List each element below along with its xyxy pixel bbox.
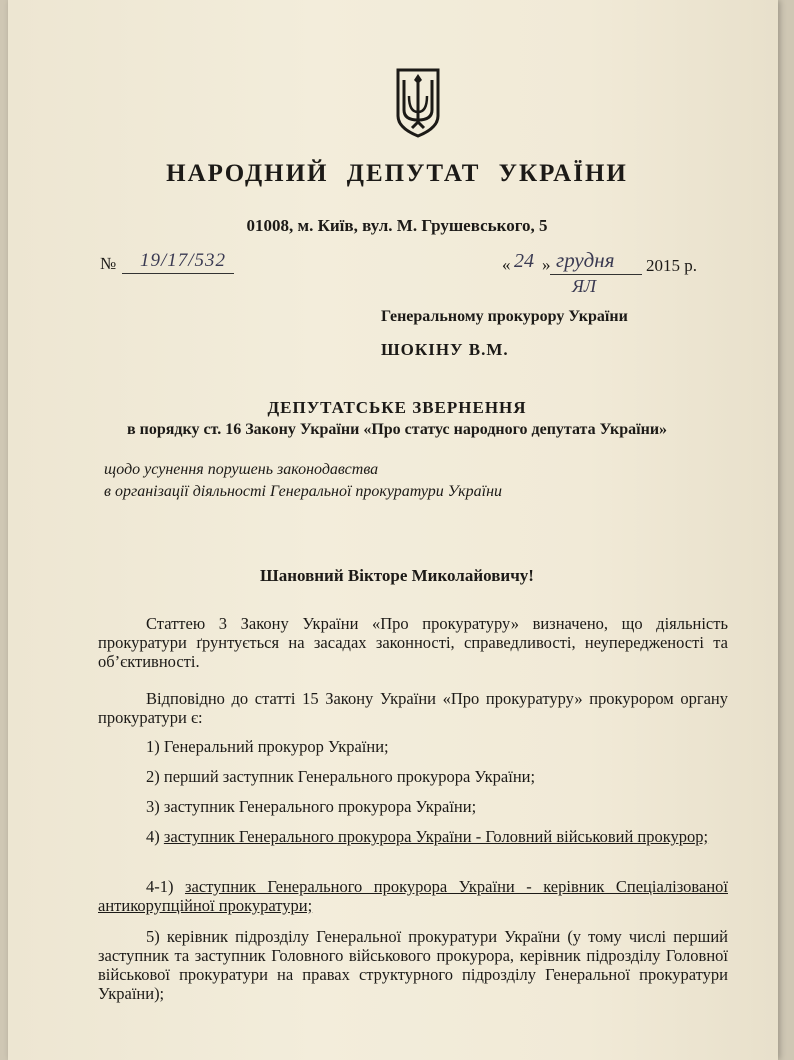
document-subject-line-1: щодо усунення порушень законодавства bbox=[104, 461, 379, 478]
list-item bbox=[98, 737, 728, 756]
recipient-name: ШОКІНУ В.М. bbox=[381, 340, 509, 359]
list-item-text: перший заступник Генерального прокурора України; bbox=[163, 767, 536, 786]
list-item-number: 1) bbox=[146, 737, 160, 756]
date-year: 2015 р. bbox=[646, 256, 697, 275]
date-month-handwritten: грудня bbox=[556, 248, 615, 272]
list-item bbox=[98, 827, 728, 846]
date-open-quote: « bbox=[502, 255, 511, 274]
trident-emblem-icon bbox=[394, 66, 442, 138]
list-item-number: 4) bbox=[146, 827, 160, 846]
recipient-position: Генеральному прокурору України bbox=[381, 308, 628, 325]
header-title: НАРОДНИЙ ДЕПУТАТ УКРАЇНИ bbox=[166, 160, 628, 187]
list-item-number: 3) bbox=[146, 797, 160, 816]
list-item-text-underlined: заступник Генерального прокурора України - керівник Спеціалізованої антикорупційної прокуратури; bbox=[98, 877, 728, 915]
date-day-handwritten: 24 bbox=[514, 250, 534, 272]
registration-number-line bbox=[122, 273, 234, 274]
document-subtitle: в порядку ст. 16 Закону України «Про статус народного депутата України» bbox=[126, 421, 668, 438]
list-item bbox=[98, 877, 728, 915]
date-close-quote: » bbox=[542, 255, 551, 274]
registration-number-handwritten: 19/17/532 bbox=[140, 250, 227, 271]
list-item bbox=[98, 767, 728, 786]
greeting: Шановний Вікторе Миколайовичу! bbox=[260, 566, 534, 585]
registration-number-label: № bbox=[100, 254, 117, 273]
body-paragraph-2: Відповідно до статті 15 Закону України «Про прокуратуру» прокурором органу прокуратури є: bbox=[98, 689, 728, 727]
header-address: 01008, м. Київ, вул. М. Грушевського, 5 bbox=[246, 216, 548, 235]
list-item-text: Генеральний прокурор України; bbox=[163, 737, 389, 756]
list-item bbox=[98, 797, 728, 816]
list-item-text: заступник Генерального прокурора України; bbox=[163, 797, 477, 816]
handwritten-paraph: ЯЛ bbox=[572, 276, 597, 296]
list-item-number: 5) bbox=[146, 927, 160, 946]
list-item-number: 2) bbox=[146, 767, 160, 786]
list-item-number: 4-1) bbox=[146, 877, 174, 896]
list-item-text: керівник підрозділу Генеральної прокуратури України (у тому числі перший заступник та заступник Головного військового прокурора, керівник підрозділу Головної військової прокуратури на правах структурного підрозділу Генеральної прокуратури України); bbox=[98, 927, 728, 1003]
date-month-line bbox=[550, 274, 642, 275]
list-item bbox=[98, 927, 728, 1003]
body-paragraph-1: Статтею 3 Закону України «Про прокуратуру» визначено, що діяльність прокуратури ґрунтується на засадах законності, справедливості, неупередженості та об’єктивності. bbox=[98, 614, 728, 671]
document-title: ДЕПУТАТСЬКЕ ЗВЕРНЕННЯ bbox=[267, 398, 527, 417]
document-subject-line-2: в організації діяльності Генеральної прокуратури України bbox=[104, 483, 503, 500]
list-item-text-underlined: заступник Генерального прокурора України - Головний військовий прокурор; bbox=[163, 827, 709, 846]
